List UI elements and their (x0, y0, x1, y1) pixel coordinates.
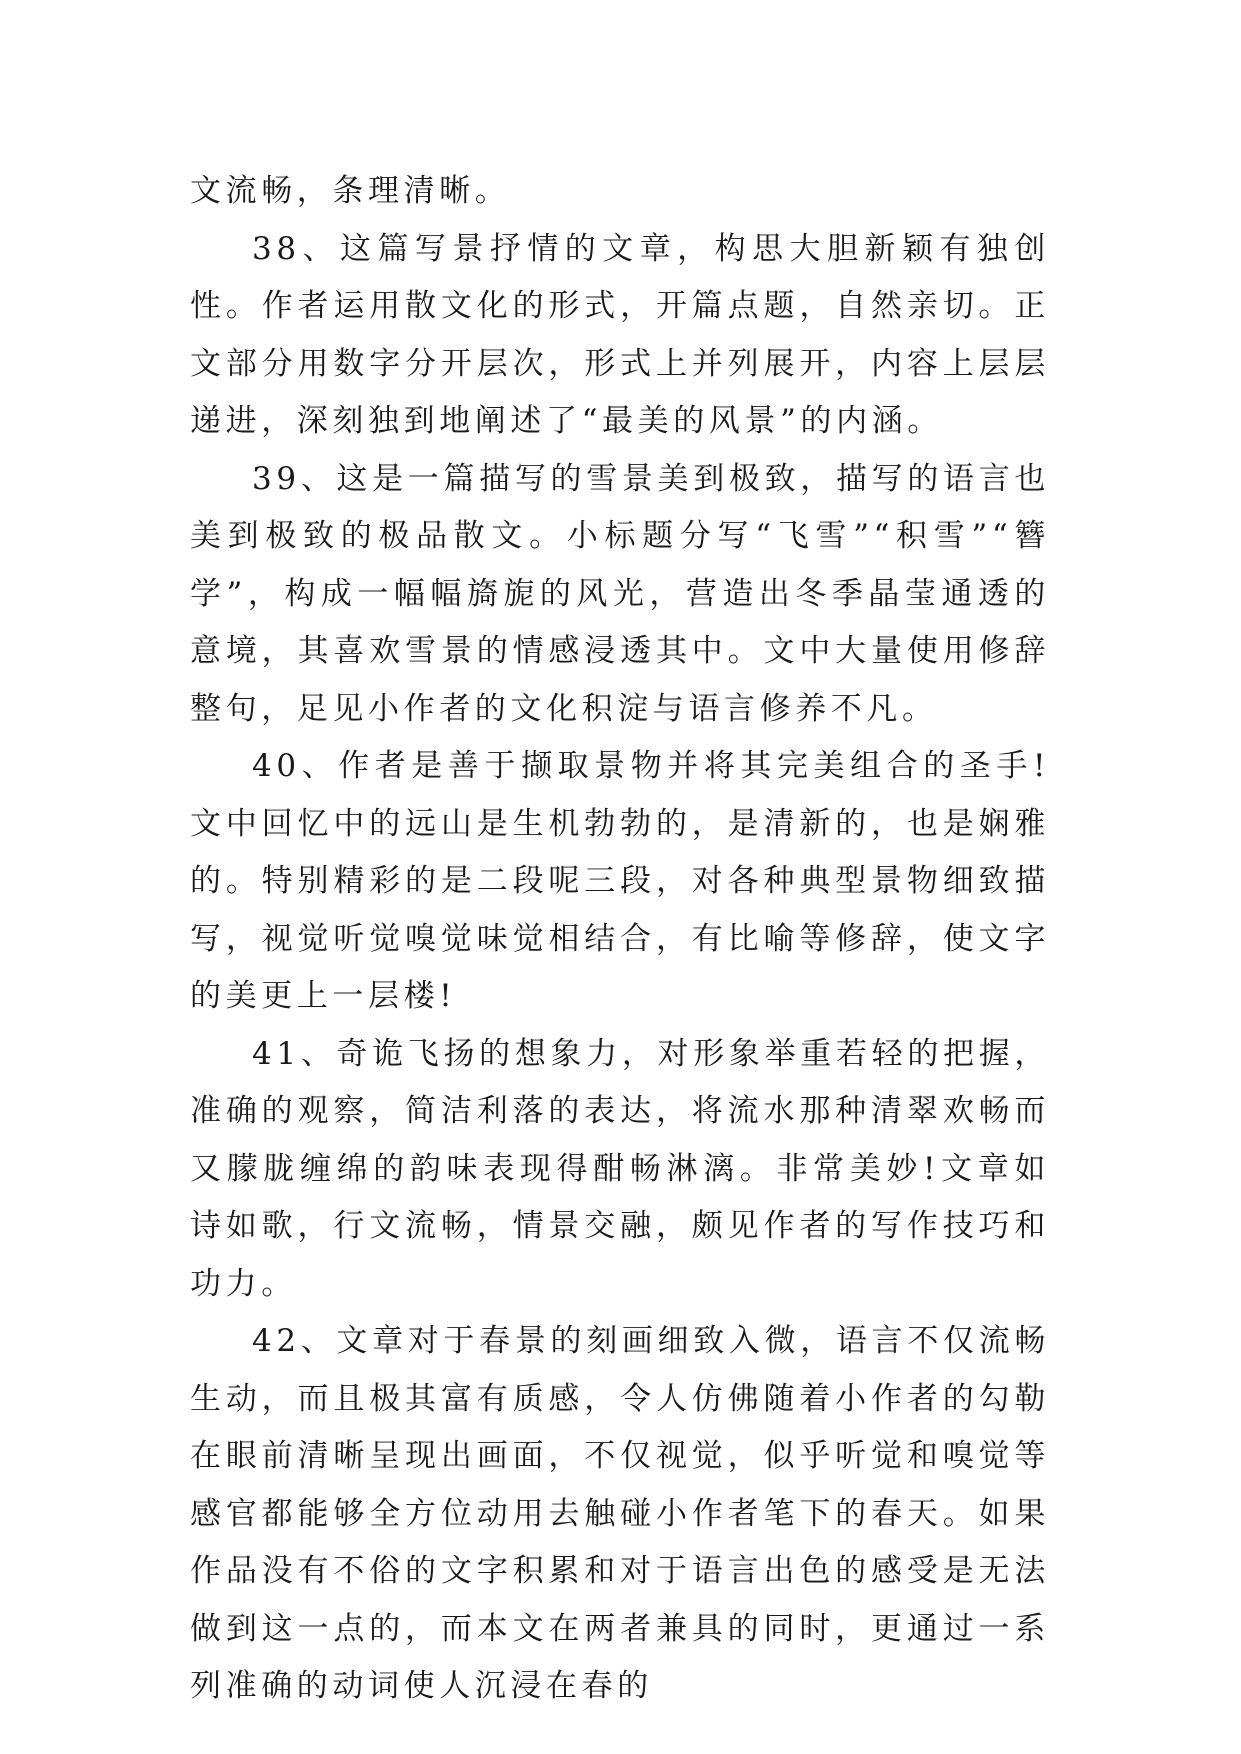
paragraph-41: 41、奇诡飞扬的想象力，对形象举重若轻的把握，准确的观察，简洁利落的表达，将流水那种清翠欢畅而又朦胧缠绵的韵味表现得酣畅淋漓。非常美妙!文章如诗如歌，行文流畅，情景交融，颇见作者的写作技巧和功力。 (190, 1035, 1050, 1302)
paragraph-42: 42、文章对于春景的刻画细致入微，语言不仅流畅生动，而且极其富有质感，令人仿佛随着小作者的勾勒在眼前清晰呈现出画面，不仅视觉，似乎听觉和嗅觉等感官都能够全方位动用去触碰小作者笔下的春天。如果作品没有不俗的文字积累和对于语言出色的感受是无法做到这一点的，而本文在两者兼具的同时，更通过一系列准确的动词使人沉浸在春的 (190, 1323, 1050, 1704)
paragraph-39: 39、这是一篇描写的雪景美到极致，描写的语言也美到极致的极品散文。小标题分写“飞雪”“积雪”“簪学”，构成一幅幅旖旎的风光，营造出冬季晶莹通透的意境，其喜欢雪景的情感浸透其中。文中大量使用修辞整句，足见小作者的文化积淀与语言修养不凡。 (190, 460, 1050, 727)
paragraph-continuation: 文流畅，条理清晰。 (190, 173, 511, 209)
paragraph-40: 40、作者是善于撷取景物并将其完美组合的圣手!文中回忆中的远山是生机勃勃的，是清新的，也是娴雅的。特别精彩的是二段呢三段，对各种典型景物细致描写，视觉听觉嗅觉味觉相结合，有比喻等修辞，使文字的美更上一层楼! (190, 748, 1050, 1014)
document-body (190, 163, 1050, 1716)
paragraph-38: 38、这篇写景抒情的文章，构思大胆新颖有独创性。作者运用散文化的形式，开篇点题，自然亲切。正文部分用数字分开层次，形式上并列展开，内容上层层递进，深刻独到地阐述了“最美的风景”的内涵。 (190, 230, 1050, 439)
